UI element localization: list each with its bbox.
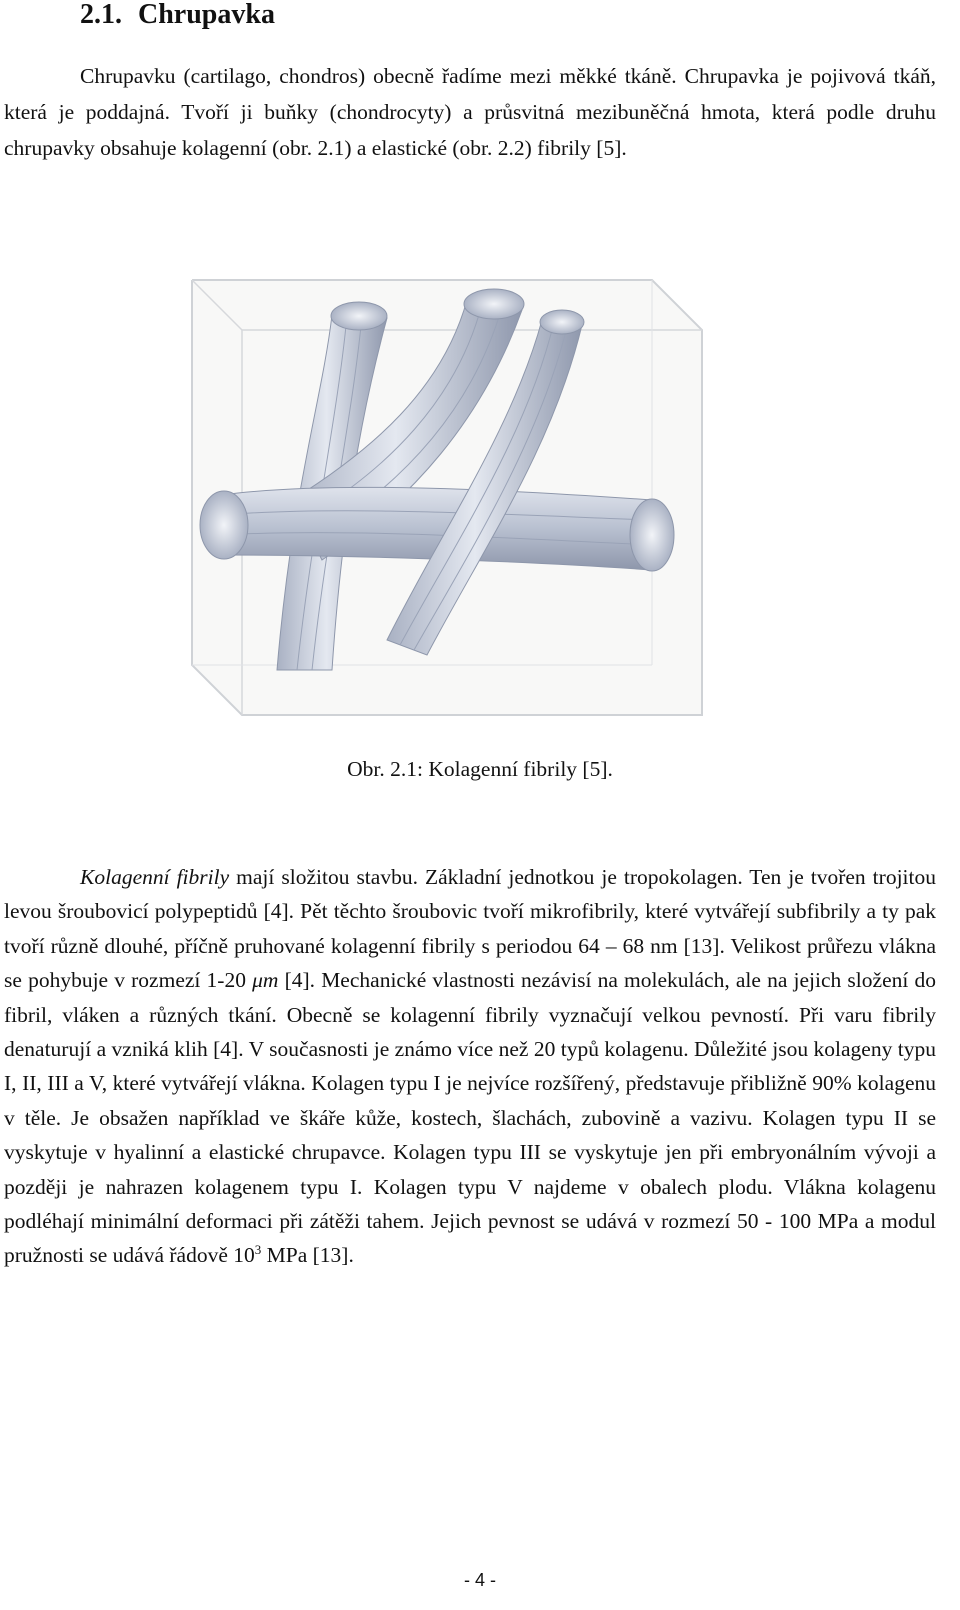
page-number: - 4 - — [463, 1570, 496, 1590]
unit-micrometer: μm — [252, 968, 279, 993]
collagen-fibrils-illustration — [182, 270, 712, 720]
section-heading — [80, 0, 275, 30]
body-paragraph — [4, 860, 936, 1273]
intro-paragraph: Chrupavku (cartilago, chondros) obecně řadíme mezi měkké tkáně. Chrupavka je pojivová tkáň, která je poddajná. Tvoří ji buňky (chondrocyty) a průsvitná mezibuněčná hmota, která podle druhu chrupavky obsahuje kolagenní (obr. 2.1) a elastické (obr. 2.2) fibrily [5]. — [4, 64, 936, 160]
body-text-1: mají složitou stavbu. Základní jednotkou je tropokolagen. Ten je tvořen trojitou levou šroubovicí polypeptidů [4]. Pět těchto šroubovic tvoří mikrofibrily, které vytvářejí subfibrily a ty pak tvoří různě dlouhé, příčně pruhované kolagenní fibrily s periodou 64 – 68 nm [13]. Velikost průřezu vlákna se pohybuje v rozmezí 1-20 — [4, 865, 936, 993]
lead-term: Kolagenní fibrily — [80, 865, 230, 889]
body-text-tail: MPa [13]. — [261, 1243, 354, 1268]
exponent: 3 — [254, 1242, 262, 1258]
figure-caption: Obr. 2.1: Kolagenní fibrily [5]. — [347, 757, 613, 781]
section-title: Chrupavka — [138, 0, 275, 30]
section-number: 2.1. — [80, 0, 122, 30]
body-text-2: [4]. Mechanické vlastnosti nezávisí na molekulách, ale na jejich složení do fibril, vláken a různých tkání. Obecně se kolagenní fibrily vyznačují velkou pevností. Při varu fibrily denaturují a vzniká klih [4]. V současnosti je známo více než 20 typů kolagenu. Důležité jsou kolageny typu I, II, III a V, které vytvářejí vlákna. Kolagen typu I je nejvíce rozšířený, představuje přibližně 90% kolagenu v těle. Je obsažen například ve škáře kůže, kostech, šlachách, zubovině a vazivu. Kolagen typu II se vyskytuje v hyalinní a elastické chrupavce. Kolagen typu III se vyskytuje jen při embryonálním vývoji a později je nahrazen kolagenem typu I. Kolagen typu V najdeme v obalech plodu. Vlákna kolagenu podléhají minimální deformaci při zátěži tahem. Jejich pevnost se udává v rozmezí 50 - 100 MPa a modul pružnosti se udává řádově 10 — [4, 968, 936, 1268]
